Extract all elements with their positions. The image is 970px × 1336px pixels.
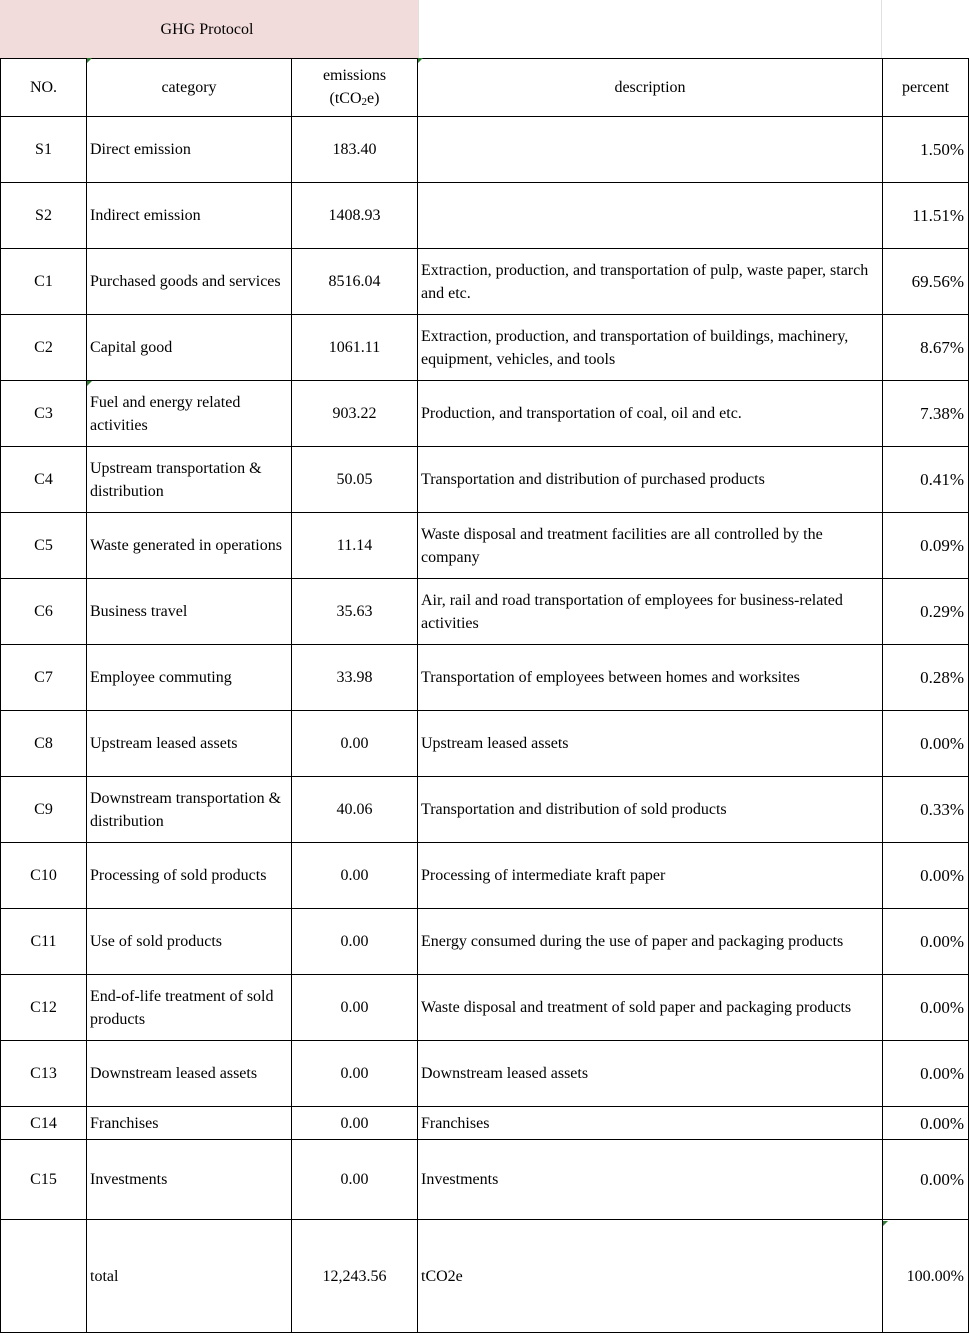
row-no-cell[interactable]: C2 <box>1 315 87 381</box>
row-emissions-cell[interactable]: 35.63 <box>292 579 418 645</box>
row-percent-cell[interactable]: 0.00% <box>883 1041 969 1107</box>
row-percent-cell[interactable]: 0.00% <box>883 1140 969 1220</box>
row-description-cell[interactable]: Downstream leased assets <box>418 1041 883 1107</box>
row-category-cell[interactable]: Upstream transportation & distribution <box>87 447 292 513</box>
row-percent-cell[interactable]: 7.38% <box>883 381 969 447</box>
row-percent-cell[interactable]: 1.50% <box>883 117 969 183</box>
comment-marker-icon <box>883 1221 888 1226</box>
row-category-cell[interactable]: Investments <box>87 1140 292 1220</box>
table-row <box>1 381 969 447</box>
row-no-cell[interactable]: C13 <box>1 1041 87 1107</box>
empty-header-cells <box>418 0 882 58</box>
row-emissions-cell[interactable]: 1061.11 <box>292 315 418 381</box>
row-description-cell[interactable]: Energy consumed during the use of paper and packaging products <box>418 909 883 975</box>
row-percent-cell[interactable]: 0.00% <box>883 1107 969 1140</box>
row-category-cell[interactable]: Waste generated in operations <box>87 513 292 579</box>
row-percent-cell[interactable]: 0.00% <box>883 843 969 909</box>
row-emissions-cell[interactable]: 1408.93 <box>292 183 418 249</box>
table-row <box>1 909 969 975</box>
header-category[interactable]: category <box>87 59 292 117</box>
row-description-cell[interactable]: Upstream leased assets <box>418 711 883 777</box>
row-no-cell[interactable]: C12 <box>1 975 87 1041</box>
row-no-cell[interactable]: C8 <box>1 711 87 777</box>
total-emissions-cell[interactable]: 12,243.56 <box>292 1220 418 1333</box>
row-category-cell[interactable]: Fuel and energy related activities <box>87 381 292 447</box>
row-percent-cell[interactable]: 0.09% <box>883 513 969 579</box>
row-percent-cell[interactable]: 0.41% <box>883 447 969 513</box>
row-emissions-cell[interactable]: 0.00 <box>292 909 418 975</box>
row-no-cell[interactable]: C3 <box>1 381 87 447</box>
row-emissions-cell[interactable]: 0.00 <box>292 975 418 1041</box>
row-category-cell[interactable]: Franchises <box>87 1107 292 1140</box>
table-row <box>1 183 969 249</box>
row-emissions-cell[interactable]: 903.22 <box>292 381 418 447</box>
comment-marker-icon <box>418 58 423 63</box>
row-emissions-cell[interactable]: 0.00 <box>292 1107 418 1140</box>
row-percent-cell[interactable]: 0.28% <box>883 645 969 711</box>
row-description-cell[interactable]: Extraction, production, and transportation of buildings, machinery, equipment, vehicles, and tools <box>418 315 883 381</box>
table-body <box>1 117 969 1220</box>
row-percent-cell[interactable]: 69.56% <box>883 249 969 315</box>
row-emissions-cell[interactable]: 0.00 <box>292 843 418 909</box>
row-no-cell[interactable]: C6 <box>1 579 87 645</box>
total-label-cell[interactable]: total <box>87 1220 292 1333</box>
row-no-cell[interactable]: C1 <box>1 249 87 315</box>
row-category-cell[interactable]: Direct emission <box>87 117 292 183</box>
row-category-cell[interactable]: Business travel <box>87 579 292 645</box>
row-emissions-cell[interactable]: 50.05 <box>292 447 418 513</box>
row-percent-cell[interactable]: 0.33% <box>883 777 969 843</box>
row-description-cell[interactable] <box>418 183 883 249</box>
header-emissions-line1: emissions <box>322 66 387 84</box>
row-category-cell[interactable]: Processing of sold products <box>87 843 292 909</box>
row-emissions-cell[interactable]: 183.40 <box>292 117 418 183</box>
row-no-cell[interactable]: C11 <box>1 909 87 975</box>
table-row <box>1 315 969 381</box>
row-description-cell[interactable]: Extraction, production, and transportation of pulp, waste paper, starch and etc. <box>418 249 883 315</box>
banner-title: GHG Protocol <box>160 21 254 38</box>
row-no-cell[interactable]: C14 <box>1 1107 87 1140</box>
total-no-cell[interactable] <box>1 1220 87 1333</box>
table-row <box>1 1041 969 1107</box>
total-row <box>1 1220 969 1333</box>
ghg-protocol-banner <box>0 0 418 58</box>
comment-marker-icon <box>87 381 92 386</box>
header-percent[interactable]: percent <box>883 59 969 117</box>
total-unit-cell[interactable]: tCO2e <box>418 1220 883 1333</box>
row-category-cell[interactable]: Capital good <box>87 315 292 381</box>
table-row <box>1 843 969 909</box>
header-description[interactable]: description <box>418 59 883 117</box>
row-category-cell[interactable]: Indirect emission <box>87 183 292 249</box>
row-description-cell[interactable]: Transportation and distribution of purchased products <box>418 447 883 513</box>
row-emissions-cell[interactable]: 0.00 <box>292 1041 418 1107</box>
comment-marker-icon <box>87 58 92 63</box>
header-emissions[interactable] <box>292 59 418 117</box>
row-description-cell[interactable]: Transportation of employees between homes and worksites <box>418 645 883 711</box>
header-emissions-unit: (tCO$_2$e) <box>329 89 380 108</box>
row-emissions-cell[interactable]: 0.00 <box>292 711 418 777</box>
row-emissions-cell[interactable]: 33.98 <box>292 645 418 711</box>
row-description-cell[interactable] <box>418 117 883 183</box>
table-row <box>1 117 969 183</box>
table-row <box>1 513 969 579</box>
table-header-row <box>1 59 969 117</box>
row-description-cell[interactable]: Waste disposal and treatment of sold paper and packaging products <box>418 975 883 1041</box>
row-percent-cell[interactable]: 0.00% <box>883 711 969 777</box>
row-emissions-cell[interactable]: 8516.04 <box>292 249 418 315</box>
row-percent-cell[interactable]: 0.00% <box>883 975 969 1041</box>
row-category-cell[interactable]: Purchased goods and services <box>87 249 292 315</box>
table-row <box>1 645 969 711</box>
row-category-cell[interactable]: End-of-life treatment of sold products <box>87 975 292 1041</box>
header-no[interactable]: NO. <box>1 59 87 117</box>
row-category-cell[interactable]: Use of sold products <box>87 909 292 975</box>
row-percent-cell[interactable]: 0.29% <box>883 579 969 645</box>
row-no-cell[interactable]: C15 <box>1 1140 87 1220</box>
table-row <box>1 777 969 843</box>
row-description-cell[interactable]: Air, rail and road transportation of employees for business-related activities <box>418 579 883 645</box>
row-no-cell[interactable]: S2 <box>1 183 87 249</box>
row-no-cell[interactable]: C7 <box>1 645 87 711</box>
table-row <box>1 579 969 645</box>
table-row <box>1 1107 969 1140</box>
table-row <box>1 1140 969 1220</box>
row-category-cell[interactable]: Downstream transportation & distribution <box>87 777 292 843</box>
table-row <box>1 249 969 315</box>
row-category-cell[interactable]: Downstream leased assets <box>87 1041 292 1107</box>
row-description-cell[interactable]: Production, and transportation of coal, oil and etc. <box>418 381 883 447</box>
row-no-cell[interactable]: C5 <box>1 513 87 579</box>
row-description-cell[interactable]: Investments <box>418 1140 883 1220</box>
row-emissions-cell[interactable]: 40.06 <box>292 777 418 843</box>
table-row <box>1 975 969 1041</box>
row-no-cell[interactable]: C9 <box>1 777 87 843</box>
row-description-cell[interactable]: Processing of intermediate kraft paper <box>418 843 883 909</box>
row-percent-cell[interactable]: 11.51% <box>883 183 969 249</box>
row-category-cell[interactable]: Employee commuting <box>87 645 292 711</box>
row-no-cell[interactable]: C10 <box>1 843 87 909</box>
row-description-cell[interactable]: Franchises <box>418 1107 883 1140</box>
row-description-cell[interactable]: Waste disposal and treatment facilities are all controlled by the company <box>418 513 883 579</box>
row-no-cell[interactable]: S1 <box>1 117 87 183</box>
table-row <box>1 711 969 777</box>
row-no-cell[interactable]: C4 <box>1 447 87 513</box>
row-emissions-cell[interactable]: 0.00 <box>292 1140 418 1220</box>
ghg-emissions-table <box>0 58 969 1333</box>
row-percent-cell[interactable]: 8.67% <box>883 315 969 381</box>
table-row <box>1 447 969 513</box>
row-percent-cell[interactable]: 0.00% <box>883 909 969 975</box>
row-emissions-cell[interactable]: 11.14 <box>292 513 418 579</box>
row-category-cell[interactable]: Upstream leased assets <box>87 711 292 777</box>
total-percent-cell[interactable]: 100.00% <box>883 1220 969 1333</box>
row-description-cell[interactable]: Transportation and distribution of sold products <box>418 777 883 843</box>
